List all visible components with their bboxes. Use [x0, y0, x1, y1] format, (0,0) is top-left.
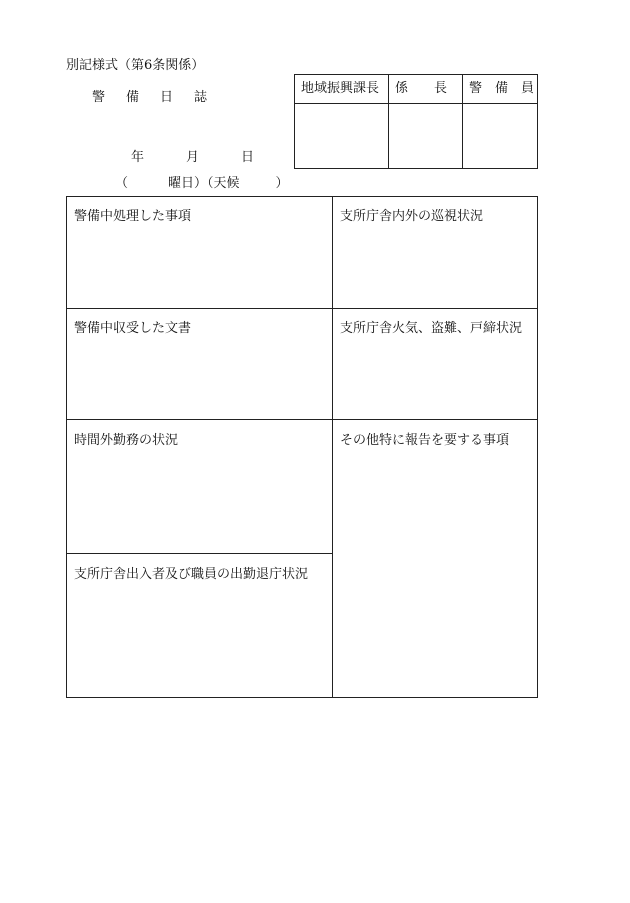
- approval-stamp-table: [294, 74, 538, 169]
- other-matters-field[interactable]: [334, 453, 537, 697]
- document-title: 警備日誌: [92, 90, 229, 105]
- grid-row-divider-1: [67, 308, 537, 309]
- fire-security-status-label: 支所庁舎火気、盗難、戸締状況: [340, 321, 523, 336]
- form-reference: 別記様式（第6条関係）: [66, 58, 205, 73]
- approval-header-section-chief: 地域振興課長: [301, 81, 380, 96]
- weather-close: ）: [275, 176, 289, 191]
- handled-matters-field[interactable]: [67, 229, 331, 307]
- grid-vertical-divider: [332, 197, 333, 697]
- log-grid: [66, 196, 538, 698]
- patrol-status-label: 支所庁舎内外の巡視状況: [340, 209, 484, 224]
- grid-row-divider-3: [67, 553, 332, 554]
- received-documents-field[interactable]: [67, 341, 331, 418]
- approval-header-guard: 警 備 員: [469, 81, 535, 96]
- patrol-status-field[interactable]: [334, 229, 537, 307]
- attendance-status-label: 支所庁舎出入者及び職員の出勤退庁状況: [74, 567, 309, 582]
- weekday-weather-line: [115, 176, 289, 192]
- approval-stamp-subsection-chief[interactable]: [389, 104, 463, 168]
- fire-security-status-field[interactable]: [334, 341, 537, 418]
- overtime-status-field[interactable]: [67, 453, 331, 552]
- date-year-label: 年: [131, 150, 145, 165]
- other-matters-label: その他特に報告を要する事項: [340, 433, 510, 448]
- approval-stamp-guard[interactable]: [463, 104, 537, 168]
- received-documents-label: 警備中収受した文書: [74, 321, 192, 336]
- approval-header-subsection-chief: 係 長: [395, 81, 448, 96]
- weather-open: （天候: [207, 176, 240, 191]
- overtime-status-label: 時間外勤務の状況: [74, 433, 179, 448]
- date-day-label: 日: [241, 150, 255, 165]
- grid-row-divider-2: [67, 419, 537, 420]
- weekday-close: 曜日）: [168, 176, 208, 191]
- date-month-label: 月: [186, 150, 200, 165]
- weekday-open: （: [115, 176, 129, 191]
- handled-matters-label: 警備中処理した事項: [74, 209, 192, 224]
- approval-stamp-section-chief[interactable]: [295, 104, 388, 168]
- attendance-status-field[interactable]: [67, 587, 331, 697]
